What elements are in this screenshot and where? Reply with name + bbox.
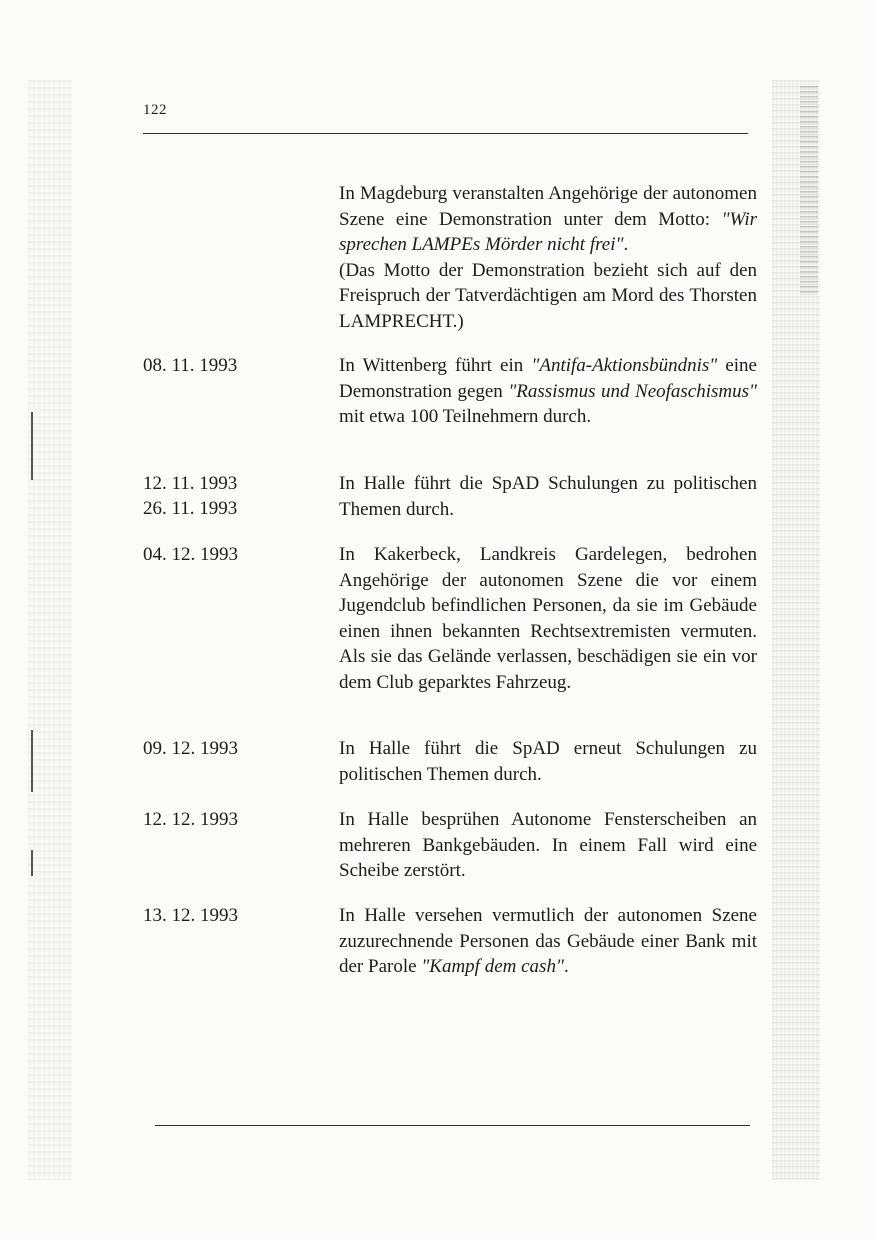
margin-mark: [31, 412, 33, 480]
entry-text: [339, 353, 757, 430]
entry-paragraph: [339, 542, 757, 695]
entry-text: [339, 903, 757, 980]
entry-date: 08. 11. 1993: [143, 355, 238, 376]
entry-date: 09. 12. 1993: [143, 738, 238, 759]
entry-paragraph: [339, 807, 757, 884]
entry-paragraph: [339, 471, 757, 522]
entry-dates: [143, 807, 323, 832]
text-run: In Halle führt die SpAD erneut Schulungen zu politischen Themen durch.: [339, 738, 757, 785]
italic-run: "Rassismus und Neofaschismus": [508, 380, 757, 402]
scan-noise-left: [28, 80, 72, 1180]
entry-paragraph: [339, 903, 757, 980]
text-run: .: [623, 234, 629, 255]
entry-dates: [143, 903, 323, 928]
margin-mark: [31, 730, 33, 792]
entry-text: [339, 807, 757, 884]
text-run: .: [563, 956, 569, 977]
entry-date: 13. 12. 1993: [143, 905, 238, 926]
text-run: In Wittenberg führt ein: [339, 355, 532, 376]
entry-paragraph: [339, 258, 757, 335]
entry-dates: [143, 542, 323, 567]
text-run: In Halle besprühen Autonome Fensterscheiben an mehreren Bankgebäuden. In einem Fall wird eine Scheibe zerstört.: [339, 809, 757, 881]
scan-noise-right-dark: [800, 86, 818, 296]
entry-text: [339, 542, 757, 695]
entry-dates: [143, 471, 323, 521]
italic-run: "Antifa-Aktionsbündnis": [531, 355, 718, 376]
entry-date: 12. 11. 1993: [143, 473, 238, 494]
bottom-rule: [155, 1125, 750, 1126]
entry-date: 12. 12. 1993: [143, 809, 238, 830]
italic-run: "Wir sprechen LAMPEs Mörder nicht frei": [339, 208, 757, 255]
entry-paragraph: [339, 181, 757, 258]
entry-text: [339, 471, 757, 522]
margin-mark: [31, 850, 33, 876]
text-run: mit etwa 100 Teilnehmern durch.: [339, 406, 592, 427]
entry-text: [339, 736, 757, 787]
text-run: (Das Motto der Demonstration bezieht sich auf den Freispruch der Tatverdächtigen am Mord des Thorsten LAMPRECHT.): [339, 259, 757, 332]
entry-paragraph: [339, 736, 757, 787]
entry-date: 26. 11. 1993: [143, 498, 238, 519]
text-run: In Halle führt die SpAD Schulungen zu politischen Themen durch.: [339, 473, 757, 520]
text-run: In Halle versehen vermutlich der autonomen Szene zuzurechnende Personen das Gebäude einer Bank mit der Parole: [339, 905, 757, 977]
entry-dates: [143, 736, 323, 761]
page-number: 122: [143, 102, 167, 118]
top-rule: [143, 133, 748, 134]
entry-text: [339, 181, 757, 334]
entry-paragraph: [339, 353, 757, 430]
text-run: In Kakerbeck, Landkreis Gardelegen, bedrohen Angehörige der autonomen Szene die vor einem Jugendclub befindlichen Personen, da sie im Gebäude einen ihnen bekannten Rechtsextremisten vermuten. Als sie das Gelände verlassen, beschädigen sie ein vor dem Club geparktes Fahrzeug.: [339, 544, 757, 693]
italic-run: "Kampf dem cash": [421, 956, 564, 977]
text-run: In Magdeburg veranstalten Angehörige der autonomen Szene eine Demonstration unter dem Motto:: [339, 183, 757, 230]
entry-dates: [143, 353, 323, 378]
text-run: eine Demonstration gegen: [339, 355, 757, 402]
entry-date: 04. 12. 1993: [143, 544, 238, 565]
